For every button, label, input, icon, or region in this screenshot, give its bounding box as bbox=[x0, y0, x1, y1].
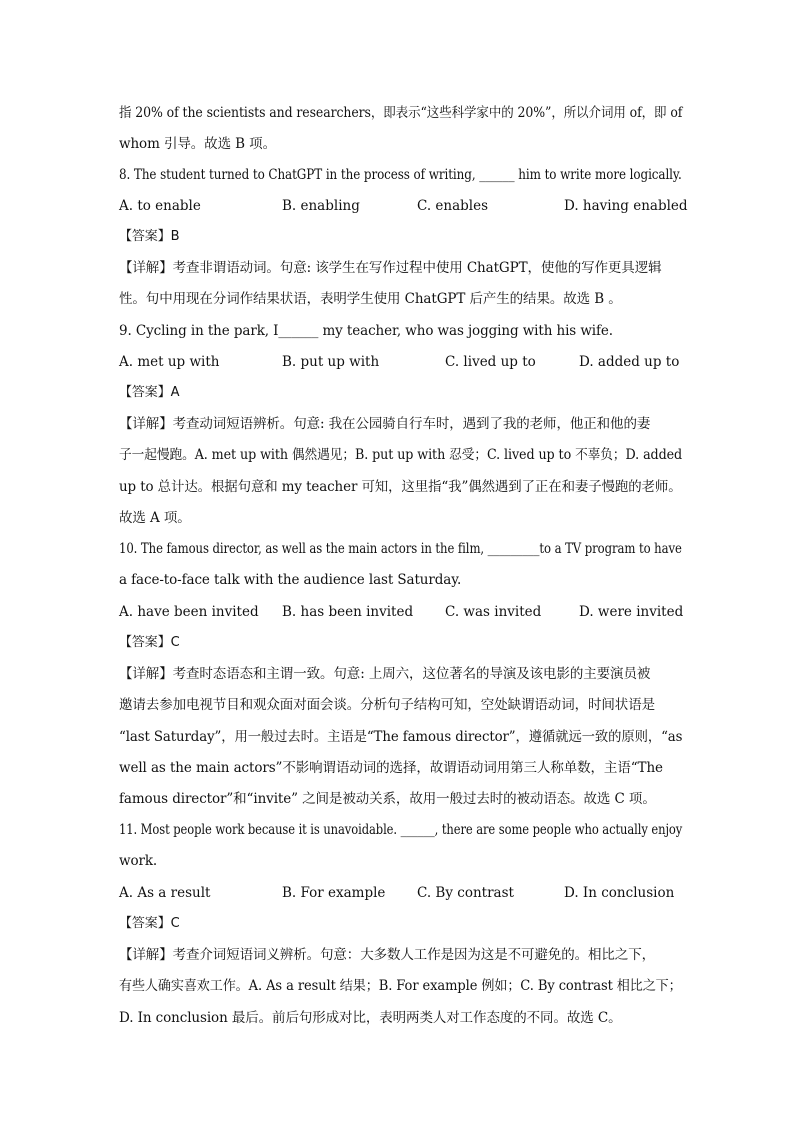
q10-option-d: D. were invited bbox=[579, 604, 684, 620]
q8-explanation: 【详解】考查非谓语动词。句意: 该学生在写作过程中使用 ChatGPT，使他的写作更具逻辑 bbox=[119, 260, 662, 276]
q11-option-a: A. As a result bbox=[119, 885, 211, 901]
q9-explanation: up to 总计达。根据句意和 my teacher 可知，这里指“我”偶然遇到了正在和妻子慢跑的老师。 bbox=[119, 479, 682, 495]
q9-explanation: 故选 A 项。 bbox=[119, 510, 191, 526]
q10-explanation: famous director”和“invite” 之间是被动关系，故用一般过去时的被动语态。故选 C 项。 bbox=[119, 791, 656, 807]
q11-explanation: D. In conclusion 最后。前后句形成对比，表明两类人对工作态度的不同。故选 C。 bbox=[119, 1010, 622, 1026]
question-11-stem: work. bbox=[119, 853, 158, 869]
q10-explanation: 邀请去参加电视节目和观众面对面会谈。分析句子结构可知，空处缺谓语动词，时间状语是 bbox=[119, 697, 655, 713]
q10-explanation: well as the main actors”不影响谓语动词的选择，故谓语动词用第三人称单数，主语“The bbox=[119, 760, 663, 776]
question-8-stem: 8. The student turned to ChatGPT in the process of writing, ______ him to write more logically. bbox=[119, 167, 682, 183]
q10-option-b: B. has been invited bbox=[282, 604, 414, 620]
q8-option-d: D. having enabled bbox=[564, 198, 688, 214]
q10-explanation: 【详解】考查时态语态和主谓一致。句意: 上周六，这位著名的导演及该电影的主要演员被 bbox=[119, 666, 651, 682]
q9-explanation: 【详解】考查动词短语辨析。句意: 我在公园骑自行车时，遇到了我的老师，他正和他的妻 bbox=[119, 416, 651, 432]
question-10-stem: 10. The famous director, as well as the main actors in the film, _________to a TV program to have bbox=[119, 541, 682, 557]
q10-option-a: A. have been invited bbox=[119, 604, 259, 620]
question-10-stem: a face-to-face talk with the audience last Saturday. bbox=[119, 572, 462, 588]
q10-explanation: “last Saturday”，用一般过去时。主语是“The famous director”，遵循就远一致的原则，“as bbox=[119, 729, 683, 745]
q11-explanation: 有些人确实喜欢工作。A. As a result 结果；B. For example 例如；C. By contrast 相比之下； bbox=[119, 978, 682, 994]
q9-option-b: B. put up with bbox=[282, 354, 380, 370]
q11-answer: 【答案】C bbox=[119, 916, 180, 931]
q8-answer: 【答案】B bbox=[119, 229, 180, 244]
q8-option-c: C. enables bbox=[417, 198, 489, 214]
q9-explanation: 子一起慢跑。A. met up with 偶然遇见；B. put up with 忍受；C. lived up to 不辜负；D. added bbox=[119, 447, 683, 463]
question-11-stem: 11. Most people work because it is unavoidable. ______, there are some people who actually enjoy bbox=[119, 822, 683, 838]
text-line: 指 20% of the scientists and researchers，即表示“这些科学家中的 20%”，所以介词用 of，即 of bbox=[119, 105, 683, 121]
q11-option-d: D. In conclusion bbox=[564, 885, 675, 901]
q11-option-c: C. By contrast bbox=[417, 885, 514, 901]
text-line: whom 引导。故选 B 项。 bbox=[119, 136, 276, 152]
q8-option-b: B. enabling bbox=[282, 198, 360, 214]
q11-option-b: B. For example bbox=[282, 885, 386, 901]
q8-option-a: A. to enable bbox=[119, 198, 201, 214]
question-9-stem: 9. Cycling in the park, I______ my teacher, who was jogging with his wife. bbox=[119, 323, 613, 339]
q9-option-c: C. lived up to bbox=[445, 354, 536, 370]
q9-option-d: D. added up to bbox=[579, 354, 680, 370]
q10-option-c: C. was invited bbox=[445, 604, 542, 620]
q10-answer: 【答案】C bbox=[119, 635, 180, 650]
q11-explanation: 【详解】考查介词短语词义辨析。句意：大多数人工作是因为这是不可避免的。相比之下， bbox=[119, 947, 655, 963]
q8-explanation: 性。句中用现在分词作结果状语，表明学生使用 ChatGPT 后产生的结果。故选 B 。 bbox=[119, 291, 622, 307]
q9-answer: 【答案】A bbox=[119, 385, 180, 400]
q9-option-a: A. met up with bbox=[119, 354, 220, 370]
